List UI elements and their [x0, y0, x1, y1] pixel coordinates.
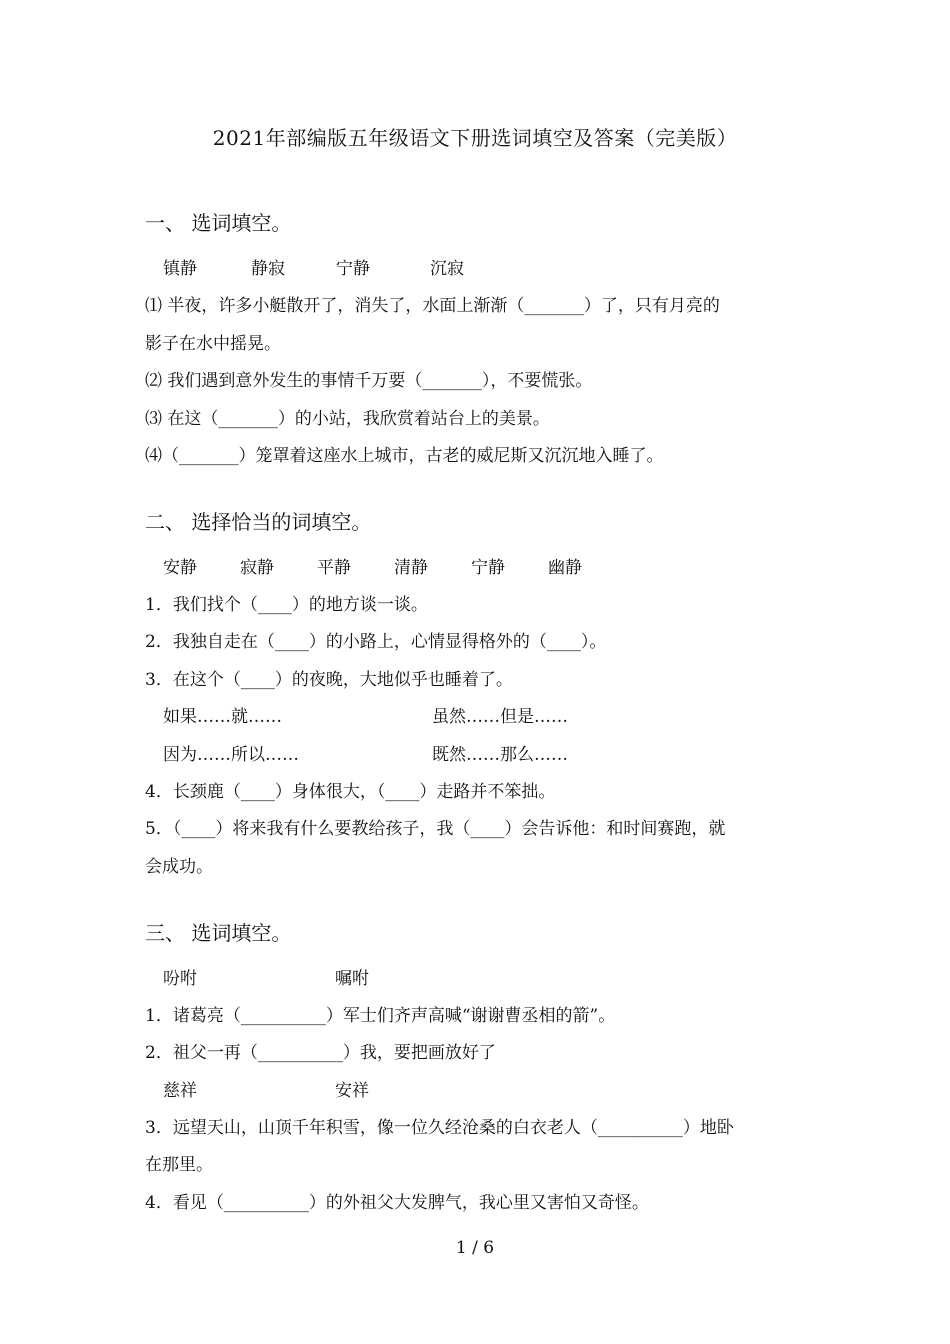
- question-line: 2．我独自走在（____）的小路上，心情显得格外的（____）。: [145, 632, 607, 652]
- question-line: 1．诸葛亮（__________）军士们齐声高喊“谢谢曹丞相的箭”。: [145, 1006, 616, 1026]
- question-line: ⑷（_______）笼罩着这座水上城市，古老的威尼斯又沉沉地入睡了。: [145, 446, 664, 466]
- question-line: 2．祖父一再（__________）我，要把画放好了: [145, 1043, 496, 1063]
- word-option: 静寂: [251, 259, 285, 279]
- word-option: 镇静: [163, 259, 197, 279]
- section3-heading: 三、 选词填空。: [145, 921, 292, 945]
- word-option: 幽静: [548, 558, 582, 578]
- question-line: 1．我们找个（____）的地方谈一谈。: [145, 595, 428, 615]
- section3-word-bank-2: [163, 1072, 833, 1110]
- word-option: 安静: [163, 558, 197, 578]
- conjunction-option: 既然……那么……: [432, 745, 568, 765]
- word-option: 吩咐: [163, 969, 197, 989]
- question-line: 3．在这个（____）的夜晚，大地似乎也睡着了。: [145, 670, 513, 690]
- word-option: 寂静: [240, 558, 274, 578]
- conjunction-option: 虽然……但是……: [432, 707, 568, 727]
- section1-heading: 一、 选词填空。: [145, 211, 292, 235]
- question-line: 5．（____）将来我有什么要教给孩子，我（____）会告诉他：和时间赛跑，就: [145, 819, 726, 839]
- section1-word-bank: [163, 250, 833, 288]
- page-number: 1 / 6: [455, 1238, 495, 1258]
- word-option: 清静: [394, 558, 428, 578]
- section2-heading: 二、 选择恰当的词填空。: [145, 510, 372, 534]
- word-option: 安祥: [335, 1081, 369, 1101]
- conjunction-option: 因为……所以……: [163, 745, 299, 765]
- section2-word-bank: [163, 549, 833, 587]
- question-line: 影子在水中摇晃。: [145, 334, 281, 354]
- word-option: 嘱咐: [335, 969, 369, 989]
- question-line: 4．长颈鹿（____）身体很大，（____）走路并不笨拙。: [145, 782, 556, 802]
- question-line: ⑴ 半夜，许多小艇散开了，消失了，水面上渐渐（_______）了，只有月亮的: [145, 296, 720, 316]
- word-option: 沉寂: [430, 259, 464, 279]
- question-line: 4．看见（__________）的外祖父大发脾气，我心里又害怕又奇怪。: [145, 1193, 649, 1213]
- question-line: 在那里。: [145, 1155, 213, 1175]
- word-option: 平静: [317, 558, 351, 578]
- section3-word-bank-1: [163, 960, 833, 998]
- question-line: 会成功。: [145, 857, 213, 877]
- question-line: ⑵ 我们遇到意外发生的事情千万要（_______），不要慌张。: [145, 371, 593, 391]
- word-option: 宁静: [336, 259, 370, 279]
- question-line: ⑶ 在这（_______）的小站，我欣赏着站台上的美景。: [145, 409, 550, 429]
- conjunction-option: 如果……就……: [163, 707, 282, 727]
- word-option: 慈祥: [163, 1081, 197, 1101]
- word-option: 宁静: [471, 558, 505, 578]
- page-title: 2021年部编版五年级语文下册选词填空及答案（完美版）: [212, 126, 738, 150]
- question-line: 3．远望天山，山顶千年积雪，像一位久经沧桑的白衣老人（__________）地卧: [145, 1118, 734, 1138]
